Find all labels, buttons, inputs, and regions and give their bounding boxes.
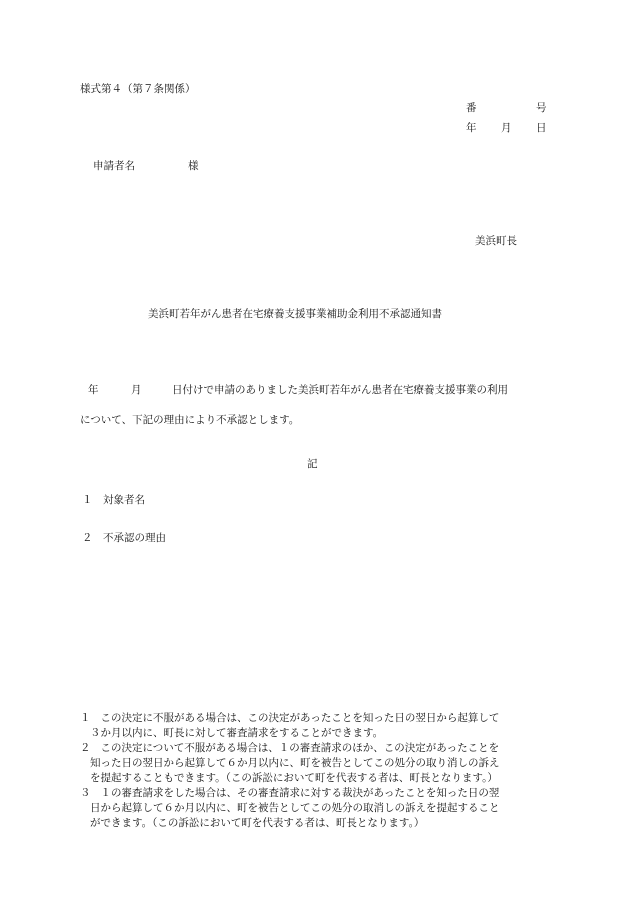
item-rejection-reason: ２ 不承認の理由: [82, 532, 166, 544]
item-target-name: １ 対象者名: [82, 494, 145, 506]
ki-heading: 記: [307, 458, 318, 470]
note-line: １の審査請求をした場合は、その審査請求に対する裁決があったことを知った日の翌: [90, 787, 500, 799]
note-line: 日から起算して６か月以内に、町を被告としてこの処分の取消しの訴えを提起すること: [90, 802, 500, 814]
note-line: 知った日の翌日から起算して６か月以内に、町を被告としてこの処分の取り消しの訴え: [90, 757, 500, 769]
go-label: 号: [536, 102, 547, 114]
month-label: 月: [501, 122, 512, 134]
note-2: [80, 741, 550, 786]
year-label: 年: [466, 122, 477, 134]
note-number: ３: [80, 787, 91, 799]
note-line: ３か月以内に、町長に対して審査請求をすることができます。: [90, 727, 384, 739]
form-number: 様式第４（第７条関係）: [80, 83, 196, 95]
ban-label: 番: [466, 102, 477, 114]
notes-section: [80, 711, 550, 831]
applicant-line: [93, 158, 199, 173]
document-title: 美浜町若年がん患者在宅療養支援事業補助金利用不承認通知書: [148, 308, 442, 320]
note-number: １: [80, 712, 91, 724]
note-1: [80, 711, 550, 741]
honorific-sama: 様: [188, 160, 199, 172]
body-line-1-text: 日付けで申請のありました美浜町若年がん患者在宅療養支援事業の利用: [172, 384, 508, 396]
note-3: [80, 786, 550, 831]
applicant-name-label: 申請者名: [93, 160, 135, 172]
body-month-label: 月: [131, 384, 142, 396]
sender-mayor: 美浜町長: [475, 235, 517, 247]
body-line-2: について、下記の理由により不承認とします。: [80, 414, 300, 426]
note-line: この決定に不服がある場合は、この決定があったことを知った日の翌日から起算して: [90, 712, 500, 724]
note-number: ２: [80, 742, 91, 754]
day-label: 日: [536, 122, 547, 134]
note-line: を提起することもできます。（この訴訟において町を代表する者は、町長となります。）: [90, 772, 498, 784]
body-year-label: 年: [88, 384, 99, 396]
note-line: ができます。（この訴訟において町を代表する者は、町長となります。）: [90, 817, 425, 829]
note-line: この決定について不服がある場合は、１の審査請求のほか、この決定があったことを: [90, 742, 500, 754]
